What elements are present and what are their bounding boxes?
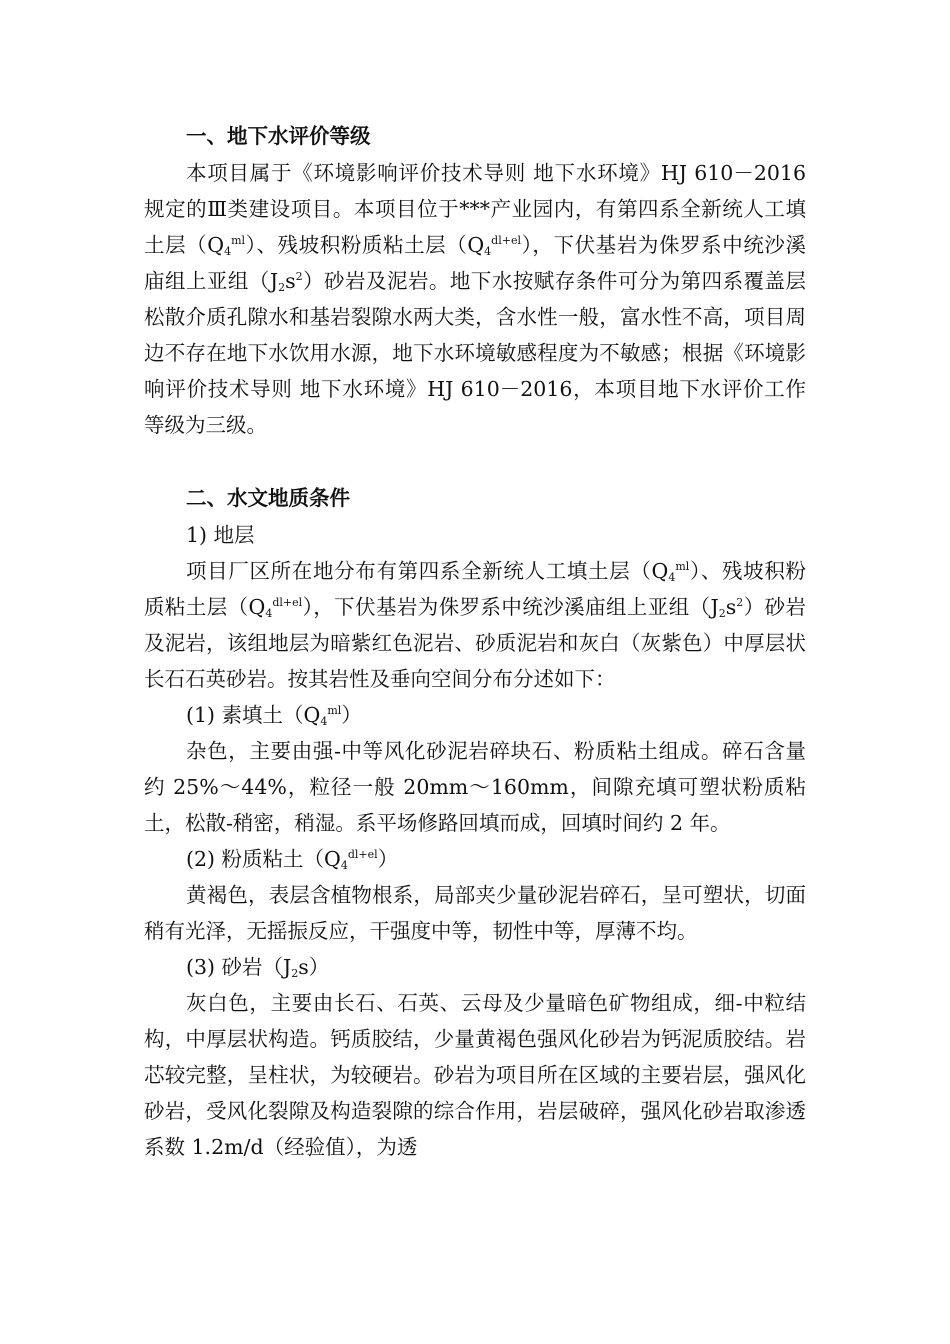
subscript: 4 <box>265 607 273 620</box>
subscript: 4 <box>484 245 492 258</box>
blank-line <box>144 443 806 480</box>
text-run: 项目厂区所在地分布有第四系全新统人工填土层（Q <box>186 559 669 583</box>
text-run: ）、残坡积粉质粘土层（Q <box>245 233 485 257</box>
text-run: ），下伏基岩为侏罗系中统沙溪庙组上亚组（J <box>302 595 719 619</box>
subscript: 4 <box>320 715 328 728</box>
text-run: ）砂岩及泥岩。地下水按赋存条件可分为第四系覆盖层松散介质孔隙水和基岩裂隙水两大类，含水性一般，富水性不高，项目周边不存在地下水饮用水源，地下水环境敏感程度为不敏感；根据《环境影响评价技术导则 地下水环境》HJ 610－2016，本项目地下水评价工作等级为三级。 <box>144 269 807 437</box>
document-page <box>144 118 806 1165</box>
superscript: dl+el <box>272 596 303 609</box>
subscript: 2 <box>291 967 299 980</box>
paragraph-strata-overview <box>144 553 806 697</box>
text-run: ）砂岩及泥岩，该组地层为暗紫红色泥岩、砂质泥岩和灰白（灰紫色）中厚层状长石石英砂岩。按其岩性及垂向空间分布分述如下： <box>144 595 807 691</box>
paragraph-silty-clay: 黄褐色，表层含植物根系，局部夹少量砂泥岩碎石，呈可塑状，切面稍有光泽，无摇振反应，干强度中等，韧性中等，厚薄不均。 <box>144 883 806 943</box>
text-run: (2) 粉质粘土（Q <box>186 847 341 871</box>
text-run: ）、残坡积粉质粘土层（Q <box>144 559 807 619</box>
superscript: 2 <box>736 596 744 609</box>
item-fill-soil <box>144 697 806 733</box>
text-run: s <box>725 595 737 619</box>
section-heading-hydrogeology: 二、水文地质条件 <box>186 486 350 510</box>
subheading-strata: 1) 地层 <box>186 523 255 547</box>
text-run: (3) 砂岩（J <box>186 955 292 979</box>
section-heading-groundwater-grade: 一、地下水评价等级 <box>186 124 371 148</box>
item-sandstone <box>144 949 806 985</box>
text-run: (1) 素填土（Q <box>186 703 321 727</box>
superscript: ml <box>231 234 246 247</box>
subscript: 4 <box>340 859 348 872</box>
text-run: 本项目属于《环境影响评价技术导则 地下水环境》HJ 610－2016规定的Ⅲ类建设项目。本项目位于***产业园内，有第四系全新统人工填土层（Q <box>144 161 806 257</box>
item-silty-clay <box>144 841 806 877</box>
subscript: 4 <box>224 245 232 258</box>
text-run: ） <box>377 847 399 871</box>
text-run: ），下伏基岩为侏罗系中统沙溪庙组上亚组（J <box>144 233 806 293</box>
text-run: s） <box>298 955 330 979</box>
superscript: ml <box>675 560 690 573</box>
subscript: 2 <box>718 607 726 620</box>
text-run: s <box>285 269 296 293</box>
superscript: dl+el <box>491 234 521 247</box>
paragraph-groundwater-grade <box>144 155 806 443</box>
text-run: ） <box>341 703 362 727</box>
subscript: 4 <box>668 571 676 584</box>
superscript: dl+el <box>347 848 378 861</box>
paragraph-fill-soil: 杂色，主要由强-中等风化砂泥岩碎块石、粉质粘土组成。碎石含量约 25%～44%，粒径一般 20mm～160mm，间隙充填可塑状粉质粘土，松散-稍密，稍湿。系平场修路回填而成，回填时间约 2 年。 <box>144 739 806 835</box>
superscript: ml <box>327 704 342 717</box>
superscript: 2 <box>295 270 303 283</box>
subscript: 2 <box>278 281 286 294</box>
paragraph-sandstone: 灰白色，主要由长石、石英、云母及少量暗色矿物组成，细-中粒结构，中厚层状构造。钙质胶结，少量黄褐色强风化砂岩为钙泥质胶结。岩芯较完整，呈柱状，为较硬岩。砂岩为项目所在区域的主要岩层，强风化砂岩，受风化裂隙及构造裂隙的综合作用，岩层破碎，强风化砂岩取渗透系数 1.2m/d（经验值），为透 <box>144 991 806 1159</box>
